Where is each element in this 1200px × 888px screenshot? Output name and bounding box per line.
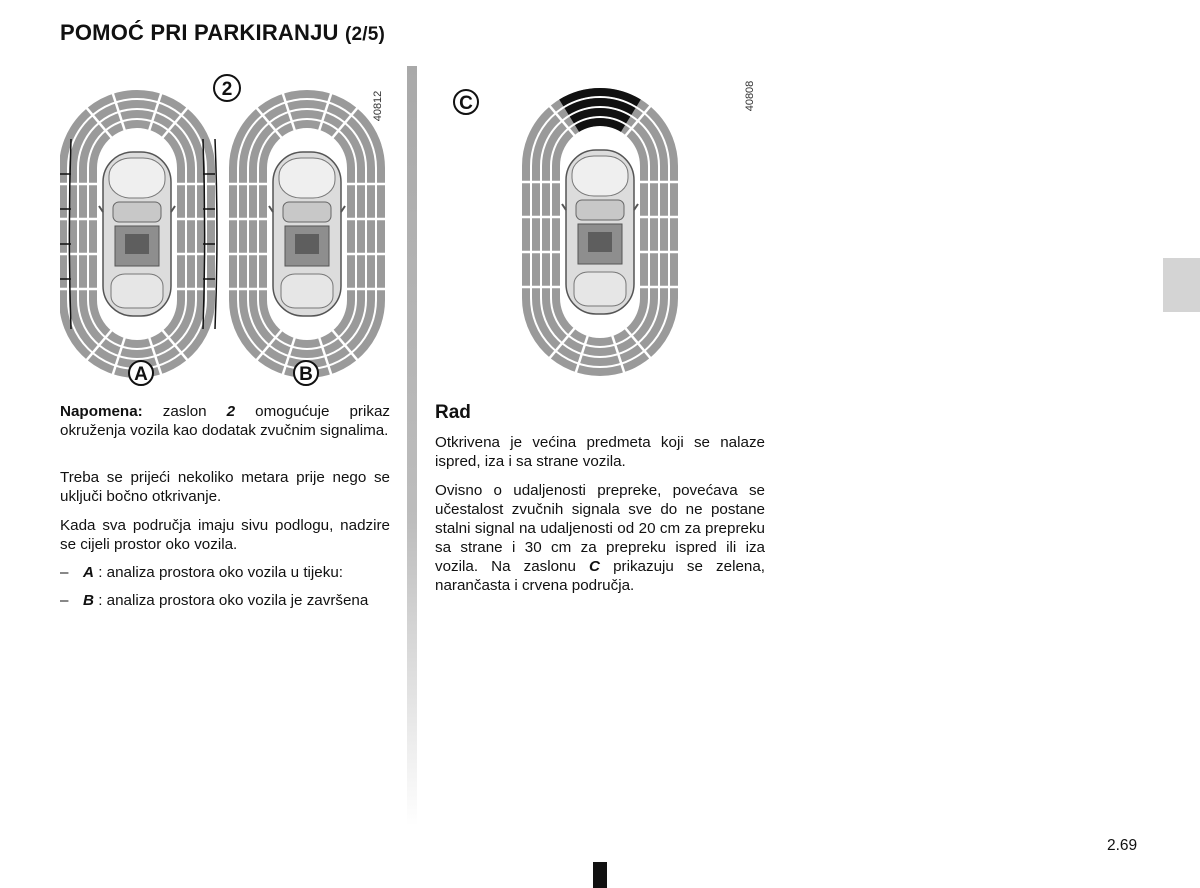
callout-b-badge bbox=[294, 361, 318, 385]
note-text-2: omogućuje prikaz okruženja vozila kao dodatak zvučnim signalima. bbox=[60, 403, 390, 439]
paragraph-grey-zones: Kada sva područja imaju sivu podlogu, nadzire se cijeli prostor oko vozila. bbox=[60, 517, 390, 553]
list-item bbox=[60, 563, 390, 583]
screen-number: 2 bbox=[221, 79, 233, 100]
signals-text-2: prikazuju se zelena, narančasta i crvena područja. bbox=[435, 558, 765, 594]
figure-screen-2 bbox=[60, 66, 395, 391]
note-label: Napomena: bbox=[60, 403, 143, 420]
callout-c-badge bbox=[454, 90, 478, 114]
page-number: 2.69 bbox=[1107, 837, 1138, 854]
car-top-view-a bbox=[99, 152, 175, 316]
list-key: B bbox=[83, 592, 94, 609]
list-text bbox=[83, 563, 390, 582]
paragraph-signals bbox=[435, 481, 765, 595]
list-desc: : analiza prostora oko vozila u tijeku: bbox=[93, 564, 344, 581]
chapter-tab bbox=[1163, 258, 1200, 312]
signals-screen-ref: C bbox=[589, 558, 600, 575]
callout-a-badge bbox=[129, 361, 153, 385]
title-part: (2/5) bbox=[344, 24, 386, 45]
note-text-1: zaslon bbox=[142, 403, 227, 420]
list-dash: – bbox=[60, 592, 69, 609]
page-title bbox=[60, 20, 385, 46]
list-item bbox=[60, 591, 390, 631]
list-dash: – bbox=[60, 564, 69, 581]
callout-a: A bbox=[134, 364, 148, 385]
callout-b: B bbox=[299, 364, 313, 385]
list-text bbox=[83, 591, 390, 610]
screen-number-badge bbox=[214, 75, 240, 101]
image-code-left: 40812 bbox=[372, 90, 384, 122]
car-top-view-c bbox=[562, 150, 638, 314]
column-divider bbox=[407, 66, 417, 826]
note-paragraph bbox=[60, 402, 390, 440]
page-marker bbox=[593, 862, 607, 888]
paragraph-detection: Otkrivena je većina predmeta koji se nalaze ispred, iza i sa strane vozila. bbox=[435, 434, 765, 470]
image-code-right: 40808 bbox=[744, 80, 756, 112]
signals-text-1: Ovisno o udaljenosti prepreke, povećava se učestalost zvučnih signala sve do ne postane stalni signal na udaljenosti od 20 cm za prepreku sa strane i 30 cm za prepreku ispred ili iza vozila. Na zaslonu bbox=[435, 482, 765, 575]
figure-screen-c bbox=[435, 66, 775, 391]
list-desc: : analiza prostora oko vozila je završena bbox=[93, 592, 369, 609]
callout-c: C bbox=[459, 93, 473, 114]
title-main: POMOĆ PRI PARKIRANJU bbox=[60, 20, 339, 45]
section-heading: Rad bbox=[435, 402, 471, 423]
list-key: A bbox=[83, 564, 94, 581]
paragraph-lateral-detection: Treba se prijeći nekoliko metara prije nego se uključi bočno otkrivanje. bbox=[60, 469, 390, 505]
car-top-view-b bbox=[269, 152, 345, 316]
note-screen-ref: 2 bbox=[226, 403, 236, 420]
